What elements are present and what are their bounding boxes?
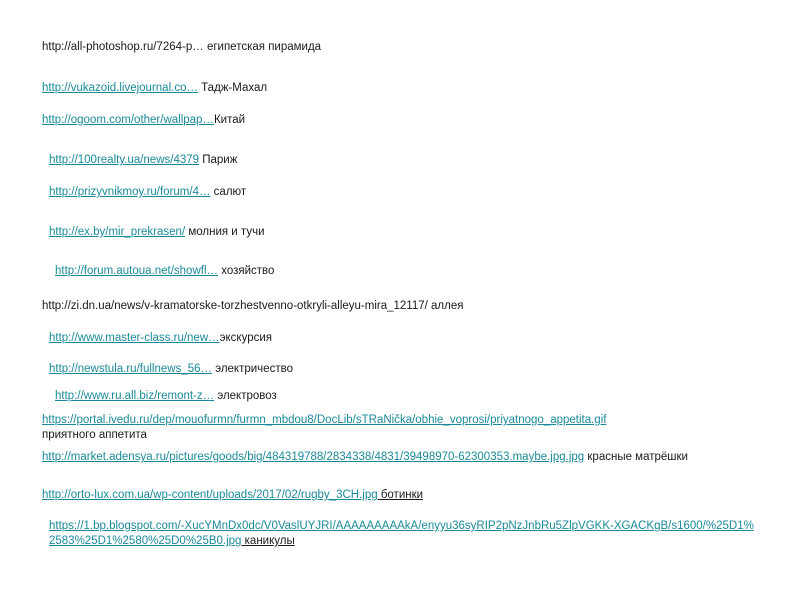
entry-caption: Тадж-Махал	[197, 82, 268, 94]
entry-caption: Китай	[213, 114, 246, 126]
entry-caption: хозяйство	[218, 265, 275, 277]
entry-link[interactable]: http://100realty.ua/news/4379	[49, 154, 200, 166]
entry-link[interactable]: http://ogoom.com/other/wallpap…	[42, 114, 214, 126]
entry-link[interactable]: http://orto-lux.com.ua/wp-content/uploads/2017/02/rugby_3CH.jpg	[42, 489, 378, 501]
entry-appetite	[42, 413, 732, 443]
entry-url: http://zi.dn.ua/news/v-kramatorske-torzhestvenno-otkryli-alleyu-mira_12117/	[42, 300, 428, 312]
entry-matryoshka	[42, 450, 758, 465]
entry-alley	[42, 299, 463, 314]
entry-link[interactable]: https://portal.ivedu.ru/dep/mouofurmn/furmn_mbdou8/DocLib/sTRaNička/obhie_voprosi/priyatnogo_appetita.gif	[42, 414, 607, 426]
entry-link[interactable]: http://market.adensya.ru/pictures/goods/big/484319788/2834338/4831/39498970-62300353.maybe.jpg.jpg	[42, 451, 585, 463]
entry-link[interactable]: http://newstula.ru/fullnews_56…	[49, 363, 213, 375]
entry-locomotive	[55, 389, 277, 404]
entry-caption: ботинки	[377, 489, 424, 501]
entry-boots	[42, 488, 423, 503]
entry-url: http://all-photoshop.ru/7264-p…	[42, 41, 204, 53]
entry-household	[55, 264, 274, 279]
entry-taj-mahal	[42, 81, 267, 96]
entry-caption: электричество	[212, 363, 293, 375]
entry-caption: молния и тучи	[185, 226, 265, 238]
entry-excursion	[49, 331, 272, 346]
entry-link[interactable]: http://vukazoid.livejournal.co…	[42, 82, 198, 94]
entry-caption: аллея	[427, 300, 464, 312]
entry-caption: экскурсия	[219, 332, 272, 344]
entry-link[interactable]: http://www.master-class.ru/new…	[49, 332, 220, 344]
entry-caption: приятного аппетита	[42, 429, 147, 441]
entry-caption: салют	[210, 186, 247, 198]
entry-link[interactable]: https://1.bp.blogspot.com/-XucYMnDx0dc/V0VaslUYJRI/AAAAAAAAAkA/enyyu36syRIP2pNzJnbRu5ZlpVGKK-XGACKgB/s1600/%25D1%2583%25D1%2580%25D0%25B0.jpg	[49, 520, 754, 547]
entry-caption: египетская пирамида	[203, 41, 322, 53]
entry-pyramid	[42, 40, 321, 55]
entry-caption: Париж	[199, 154, 238, 166]
entry-link[interactable]: http://forum.autoua.net/showfl…	[55, 265, 219, 277]
entry-lightning	[49, 225, 265, 240]
entry-link[interactable]: http://prizyvnikmoy.ru/forum/4…	[49, 186, 211, 198]
entry-caption: каникулы	[241, 535, 295, 547]
entry-holidays	[49, 519, 755, 549]
entry-caption: электровоз	[214, 390, 277, 402]
entry-caption: красные матрёшки	[584, 451, 688, 463]
entry-link[interactable]: http://www.ru.all.biz/remont-z…	[55, 390, 215, 402]
entry-salute	[49, 185, 246, 200]
entry-china	[42, 113, 245, 128]
entry-electricity	[49, 362, 293, 377]
entry-link[interactable]: http://ex.by/mir_prekrasen/	[49, 226, 186, 238]
entry-paris	[49, 153, 237, 168]
